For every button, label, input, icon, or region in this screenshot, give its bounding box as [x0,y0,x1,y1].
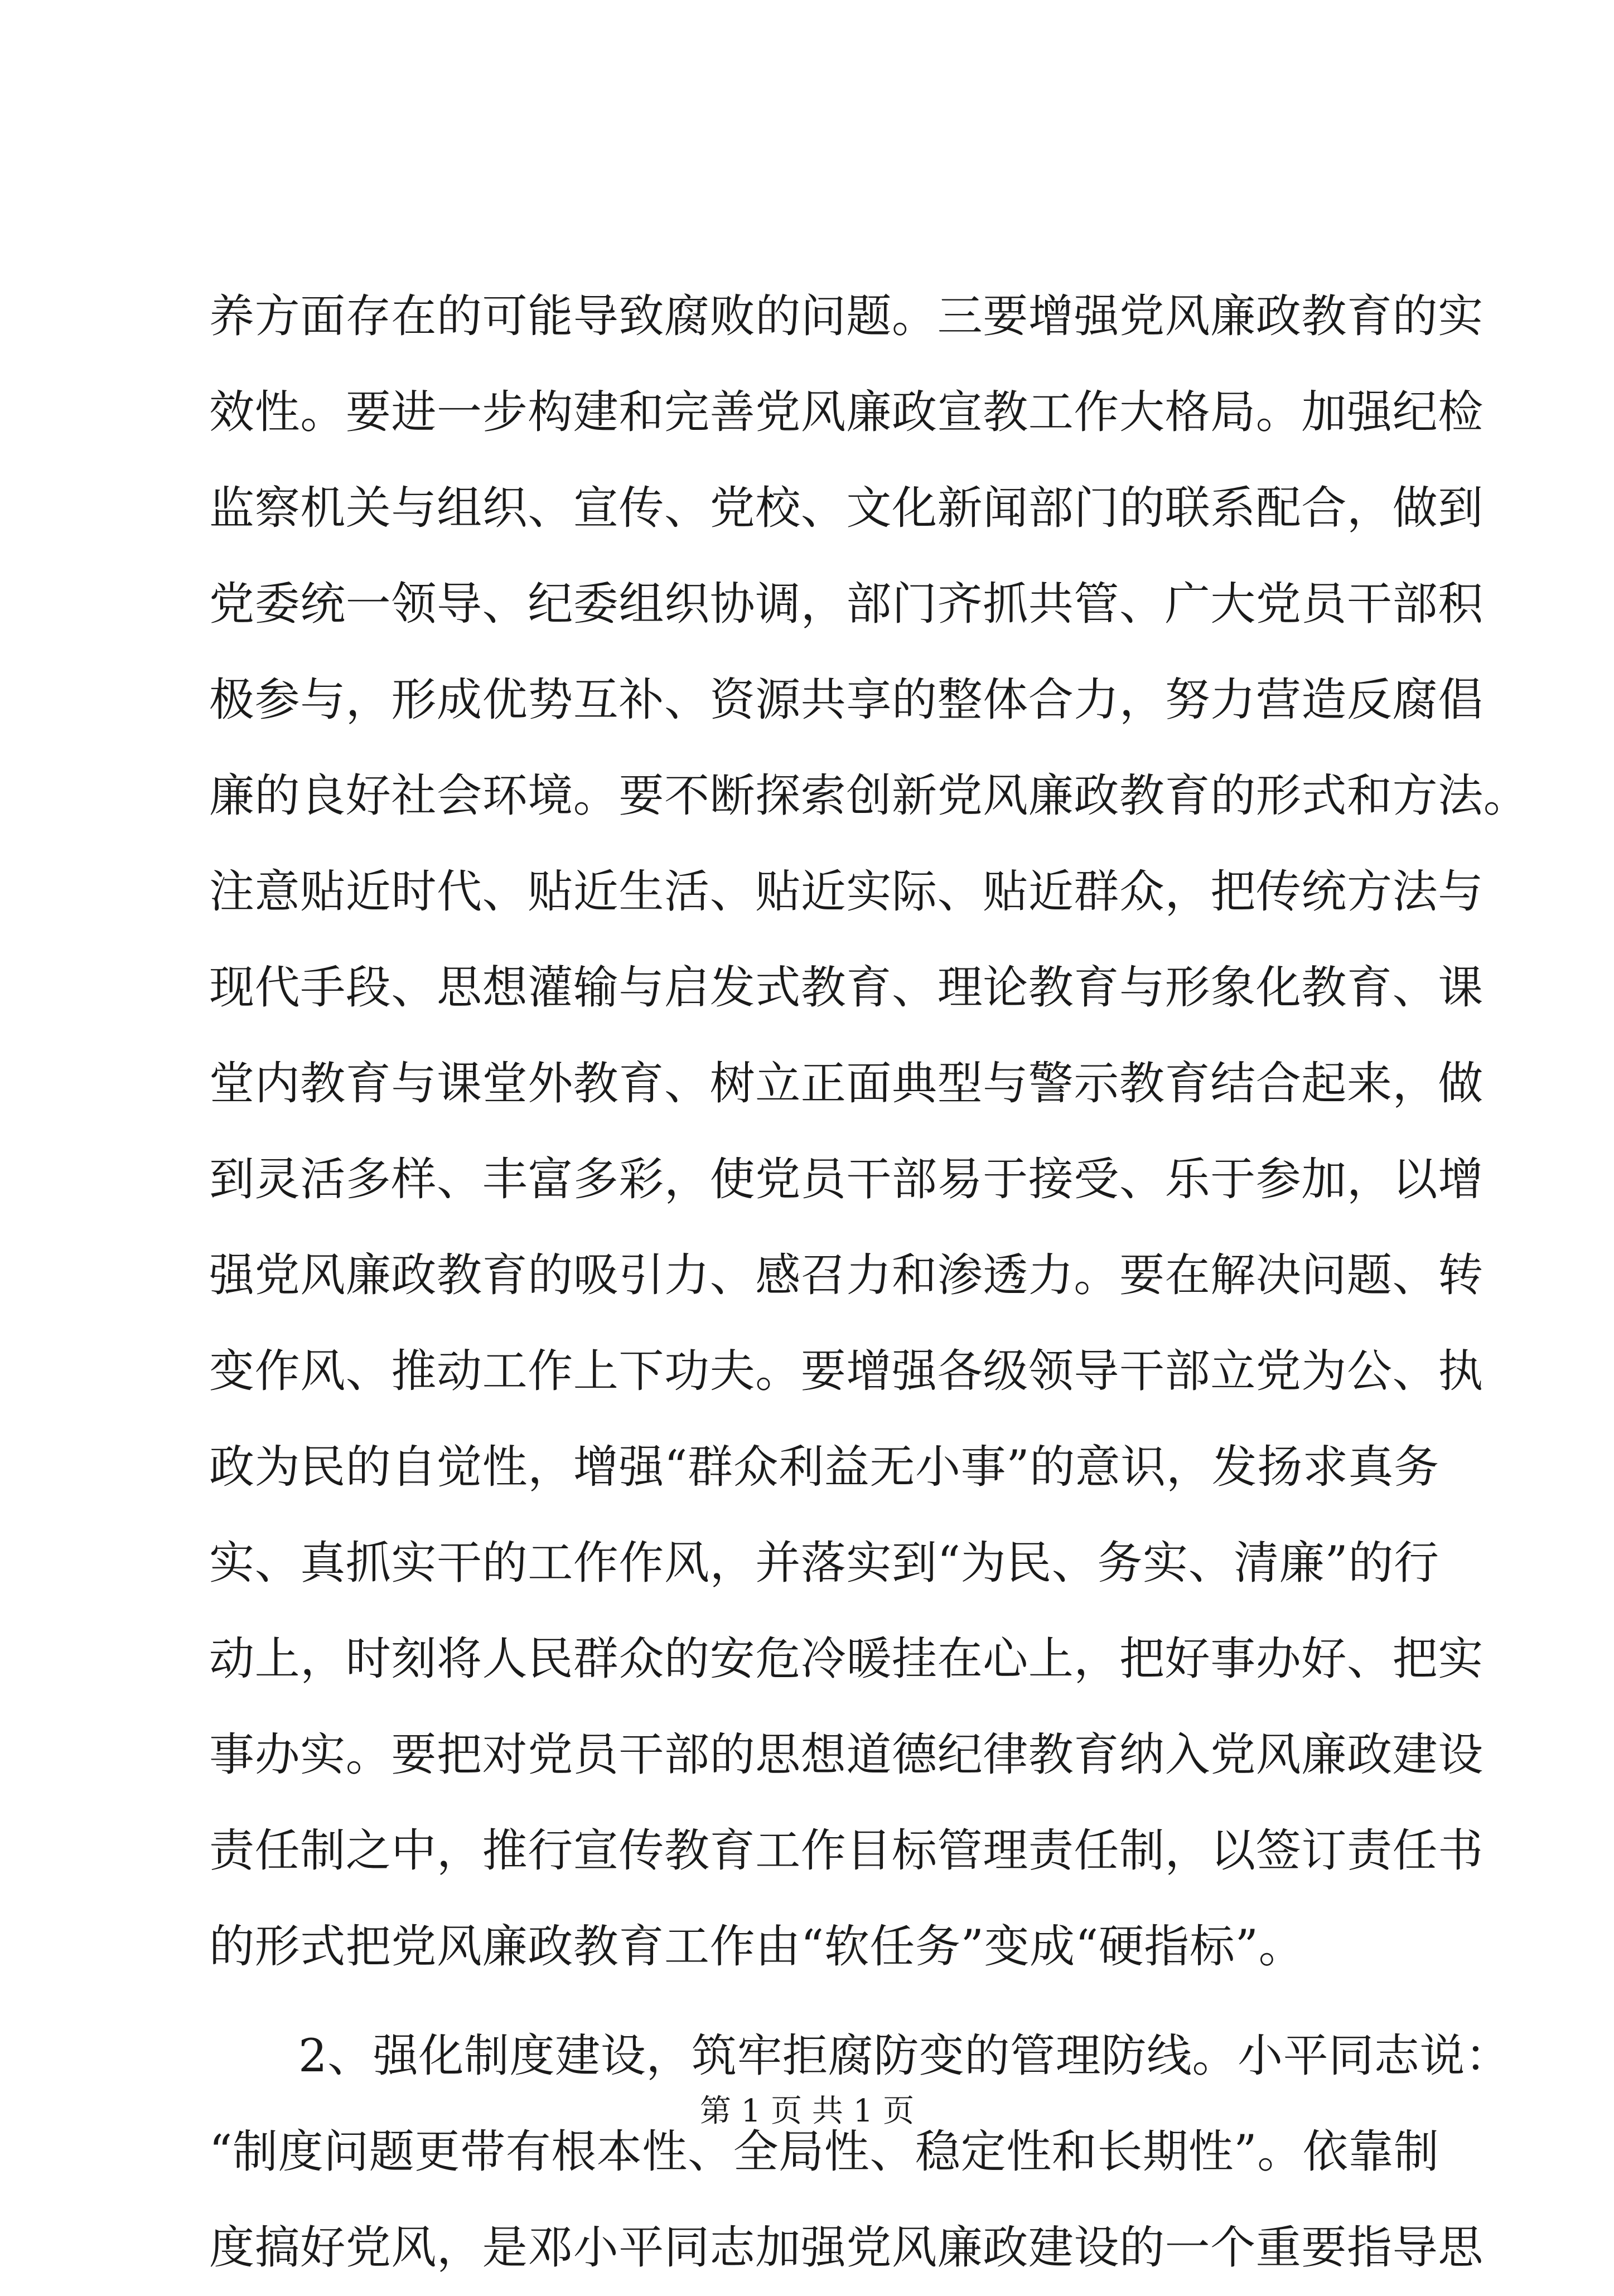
text-line: 事办实。要把对党员干部的思想道德纪律教育纳入党风廉政建设 [209,1729,1483,1781]
text-line: 养方面存在的可能导致腐败的问题。三要增强党风廉政教育的实 [209,290,1483,343]
text-line: 监察机关与组织、宣传、党校、文化新闻部门的联系配合，做到 [209,482,1483,535]
text-line: 到灵活多样、丰富多彩，使党员干部易于接受、乐于参加，以增 [209,1154,1483,1206]
text-line: 强党风廉政教育的吸引力、感召力和渗透力。要在解决问题、转 [209,1249,1483,1302]
page-number-footer: 第 1 页 共 1 页 [699,2093,915,2129]
text-line: 的形式把党风廉政教育工作由“软任务”变成“硬指标”。 [209,1921,1304,1973]
text-line: 责任制之中，推行宣传教育工作目标管理责任制，以签订责任书 [209,1825,1483,1877]
body-text [209,269,1529,2296]
paragraph [209,269,1529,1995]
text-line: 现代手段、思想灌输与启发式教育、理论教育与形象化教育、课 [209,962,1483,1014]
text-line: 注意贴近时代、贴近生活、贴近实际、贴近群众，把传统方法与 [209,866,1483,918]
paragraph [209,2008,1511,2296]
text-line: “制度问题更带有根本性、全局性、稳定性和长期性”。依靠制 [209,2126,1439,2178]
text-line: 效性。要进一步构建和完善党风廉政宣教工作大格局。加强纪检 [209,386,1483,439]
text-line: 实、真抓实干的工作作风，并落实到“为民、务实、清廉”的行 [209,1537,1439,1590]
text-line: 政为民的自觉性，增强“群众利益无小事”的意识，发扬求真务 [209,1441,1439,1494]
text-line: 2、强化制度建设，筑牢拒腐防变的管理防线。小平同志说： [298,2030,1511,2082]
text-line: 动上，时刻将人民群众的安危冷暖挂在心上，把好事办好、把实 [209,1633,1483,1685]
text-line: 党委统一领导、纪委组织协调，部门齐抓共管、广大党员干部积 [209,578,1483,631]
text-line: 极参与，形成优势互补、资源共享的整体合力，努力营造反腐倡 [209,674,1483,726]
text-line: 变作风、推动工作上下功夫。要增强各级领导干部立党为公、执 [209,1345,1483,1398]
text-line: 堂内教育与课堂外教育、树立正面典型与警示教育结合起来，做 [209,1058,1483,1110]
paragraph-spacing [209,1995,1408,2008]
text-line: 度搞好党风，是邓小平同志加强党风廉政建设的一个重要指导思 [209,2222,1483,2274]
text-line: 廉的良好社会环境。要不断探索创新党风廉政教育的形式和方法。 [209,770,1529,822]
